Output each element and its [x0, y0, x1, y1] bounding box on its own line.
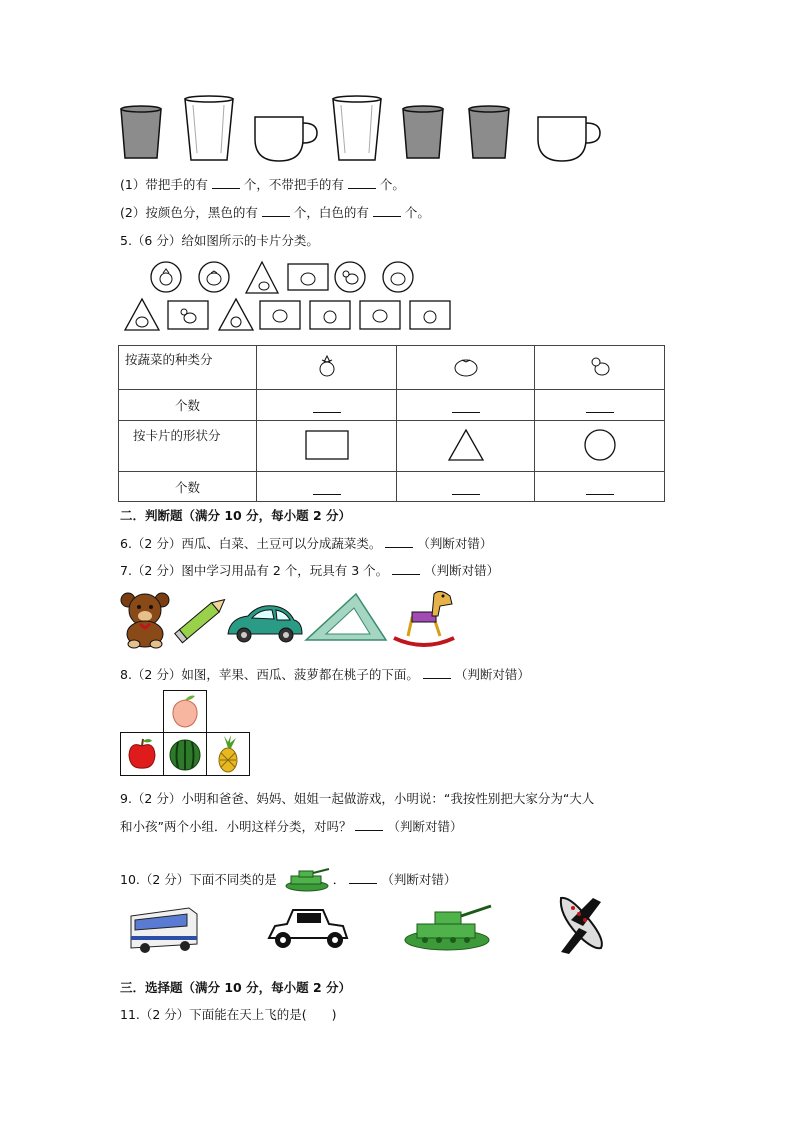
row-label: 个数 [119, 390, 257, 421]
watermelon-icon [164, 733, 206, 775]
answer-blank[interactable] [452, 397, 480, 413]
eggplant-icon [588, 354, 612, 378]
eggplant-circle-card-icon [335, 262, 365, 292]
answer-blank[interactable] [392, 564, 420, 575]
count-blank-cell[interactable] [535, 472, 665, 502]
q5-title: 5.（6 分）给如图所示的卡片分类。 [120, 233, 319, 248]
question-7: 7.（2 分）图中学习用品有 2 个，玩具有 3 个。 （判断对错） [120, 563, 500, 578]
classification-table [118, 345, 665, 502]
peach-icon [164, 691, 206, 733]
question-10: 10.（2 分）下面不同类的是 ． （判断对错） [120, 866, 456, 892]
answer-blank[interactable] [348, 178, 376, 189]
radish-triangle-card-icon [219, 299, 253, 330]
answer-blank[interactable] [385, 537, 413, 548]
count-blank-cell[interactable] [535, 390, 665, 421]
table-cell [257, 346, 397, 390]
tank-icon [405, 906, 491, 950]
peach-box [163, 690, 207, 734]
radish-rectangle-card-icon [310, 301, 350, 329]
q10-vehicles-illustration [125, 892, 615, 958]
tomato-rectangle-card-icon [288, 264, 328, 290]
tomato-circle-card-icon [383, 262, 413, 292]
answer-blank[interactable] [212, 178, 240, 189]
rectangle-shape-icon [305, 430, 349, 460]
airplane-icon [561, 898, 602, 954]
tomato-rectangle-card-icon [260, 301, 300, 329]
white-glass-icon [185, 96, 233, 160]
answer-blank[interactable] [373, 206, 401, 217]
cups-question-2: (2）按颜色分，黑色的有 个，白色的有 个。 [120, 205, 430, 220]
pineapple-box [206, 732, 250, 776]
table-cell [535, 346, 665, 390]
vegetable-cards-row-1 [150, 260, 420, 296]
set-square-icon [306, 594, 386, 640]
answer-blank[interactable] [423, 668, 451, 679]
white-mug-icon [538, 117, 600, 161]
question-6: 6.（2 分）西瓜、白菜、土豆可以分成蔬菜类。 （判断对错） [120, 536, 493, 551]
toy-car-icon [228, 606, 302, 642]
triangle-shape-icon [448, 429, 484, 461]
teddy-bear-icon [121, 593, 169, 648]
rocking-horse-icon [394, 591, 454, 645]
dark-cup-icon [403, 106, 443, 158]
apple-box [120, 732, 164, 776]
count-blank-cell[interactable] [397, 472, 535, 502]
count-blank-cell[interactable] [397, 390, 535, 421]
tomato-circle-card-icon [199, 262, 229, 292]
tank-icon [283, 866, 331, 892]
answer-blank[interactable] [452, 479, 480, 495]
row-label: 按蔬菜的种类分 [119, 346, 257, 390]
q7-items-illustration [118, 588, 458, 650]
vintage-car-icon [269, 910, 347, 948]
eggplant-rectangle-card-icon [168, 301, 208, 329]
tomato-triangle-card-icon [125, 299, 159, 330]
section-3-title: 三．选择题（满分 10 分，每小题 2 分） [120, 980, 352, 995]
white-mug-icon [255, 117, 317, 161]
radish-icon [315, 352, 339, 380]
count-blank-cell[interactable] [257, 472, 397, 502]
answer-blank[interactable] [355, 820, 383, 831]
circle-shape-icon [583, 428, 617, 462]
apple-icon [121, 733, 163, 775]
table-cell [397, 346, 535, 390]
row-label: 按卡片的形状分 [119, 421, 257, 472]
bus-icon [131, 908, 197, 953]
count-blank-cell[interactable] [257, 390, 397, 421]
radish-rectangle-card-icon [410, 301, 450, 329]
table-cell [397, 421, 535, 472]
answer-blank[interactable] [586, 479, 614, 495]
cups-question-1: (1）带把手的有 个，不带把手的有 个。 [120, 177, 405, 192]
question-9-line-2: 和小孩”两个小组．小明这样分类，对吗？ （判断对错） [120, 819, 463, 834]
radish-circle-card-icon [151, 262, 181, 292]
dark-cup-icon [121, 106, 161, 158]
section-2-title: 二．判断题（满分 10 分，每小题 2 分） [120, 508, 352, 523]
question-8: 8.（2 分）如图，苹果、西瓜、菠萝都在桃子的下面。 （判断对错） [120, 667, 530, 682]
tomato-icon [452, 354, 480, 378]
white-glass-icon [333, 96, 381, 160]
eggplant-triangle-card-icon [246, 262, 278, 293]
answer-blank[interactable] [313, 397, 341, 413]
tomato-rectangle-card-icon [360, 301, 400, 329]
answer-blank[interactable] [313, 479, 341, 495]
watermelon-box [163, 732, 207, 776]
question-9-line-1: 9.（2 分）小明和爸爸、妈妈、姐姐一起做游戏，小明说：“我按性别把大家分为“大人 [120, 791, 595, 806]
table-cell [257, 421, 397, 472]
row-label: 个数 [119, 472, 257, 502]
pencil-icon [175, 595, 229, 643]
table-cell [535, 421, 665, 472]
answer-blank[interactable] [586, 397, 614, 413]
answer-blank[interactable] [262, 206, 290, 217]
vegetable-cards-row-2 [124, 297, 454, 333]
cups-illustration [115, 95, 615, 165]
pineapple-icon [207, 733, 249, 775]
answer-blank[interactable] [349, 873, 377, 884]
dark-cup-icon [469, 106, 509, 158]
question-11: 11.（2 分）下面能在天上飞的是( ) [120, 1007, 337, 1022]
